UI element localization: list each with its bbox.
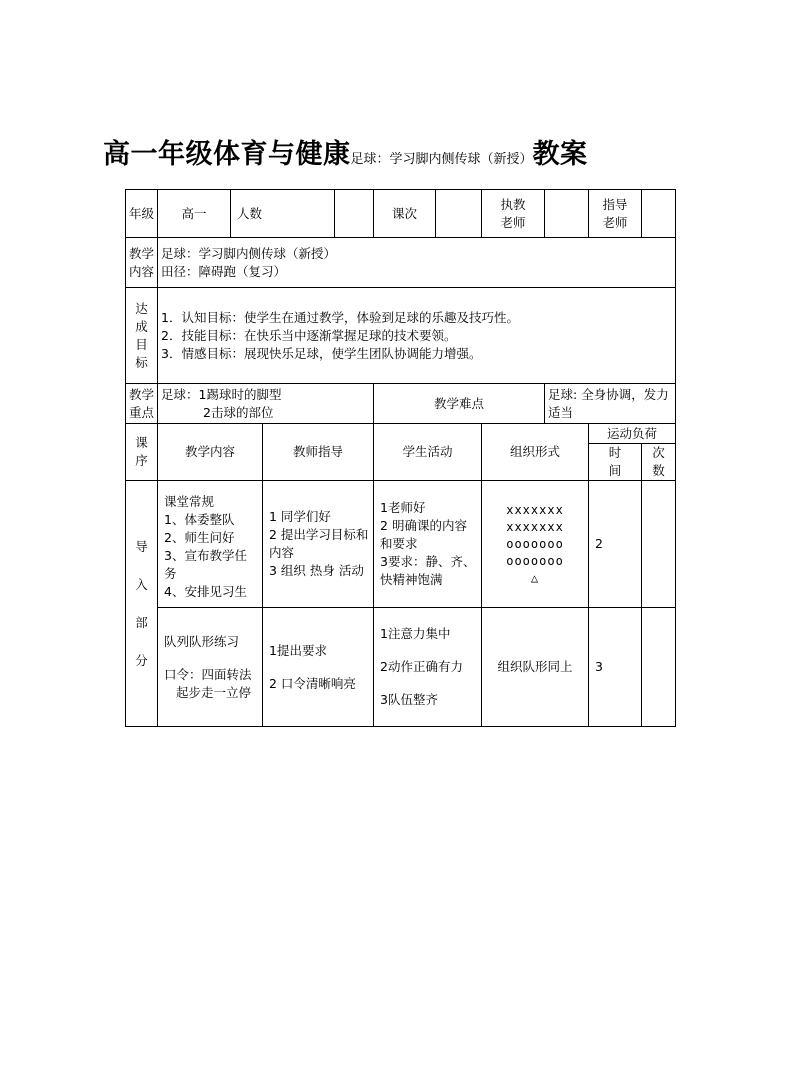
info-row: [126, 190, 676, 238]
row1-time: 2: [589, 481, 642, 608]
row1-teacher: 1 同学们好 2 提出学习目标和内容 3 组织 热身 活动: [263, 481, 374, 608]
header-row: [126, 424, 676, 444]
grade-label: 年级: [126, 190, 158, 238]
goals-label: 达 成 目 标: [126, 288, 158, 384]
count-label: 人数: [231, 190, 335, 238]
section-row: [126, 481, 676, 608]
difficulty-value: 足球: 全身协调，发力适当: [545, 384, 676, 424]
advisor-value: [642, 190, 676, 238]
title-suffix: 教案: [532, 139, 588, 170]
row1-count: [642, 481, 676, 608]
row2-formation: 组织队形同上: [482, 608, 589, 727]
title-main: 高一年级体育与健康: [103, 139, 351, 170]
session-value: [436, 190, 482, 238]
count-value: [335, 190, 374, 238]
advisor-label: 指导 老师: [589, 190, 642, 238]
content-lines: 足球：学习脚内侧传球（新授） 田径：障碍跑（复习）: [158, 238, 676, 288]
section-name: 导 入 部 分: [126, 481, 158, 727]
teacher-position-marker: △: [530, 570, 540, 585]
row2-time: 3: [589, 608, 642, 727]
header-time: 时 间: [589, 444, 642, 481]
row1-formation: xxxxxxx xxxxxxx ooooooo ooooooo △: [482, 481, 589, 608]
section-row: [126, 608, 676, 727]
focus-label: 教学 重点: [126, 384, 158, 424]
session-label: 课次: [374, 190, 436, 238]
title-subtitle: 足球：学习脚内侧传球（新授）: [350, 152, 533, 167]
row1-content: 课堂常规 1、体委整队 2、师生问好 3、宣布教学任务 4、安排见习生: [158, 481, 263, 608]
teacher-label: 执教 老师: [482, 190, 545, 238]
row2-student: 1注意力集中 2动作正确有力 3队伍整齐: [374, 608, 482, 727]
page-title: [103, 132, 588, 171]
header-student: 学生活动: [374, 424, 482, 481]
grade-value: 高一: [158, 190, 231, 238]
row2-content: 队列队形练习 口令：四面转法 起步走一立停: [158, 608, 263, 727]
focus-lines: 足球：1踢球时的脚型 2击球的部位: [158, 384, 374, 424]
header-teacher: 教师指导: [263, 424, 374, 481]
row2-teacher: 1提出要求 2 口令清晰响亮: [263, 608, 374, 727]
header-organization: 组织形式: [482, 424, 589, 481]
difficulty-label: 教学难点: [374, 384, 545, 424]
goals-row: [126, 288, 676, 384]
content-label: 教学 内容: [126, 238, 158, 288]
row2-count: [642, 608, 676, 727]
row1-student: 1老师好 2 明确课的内容和要求 3要求：静、齐、快精神饱满: [374, 481, 482, 608]
content-row: [126, 238, 676, 288]
lesson-plan-table: [125, 189, 676, 727]
header-load: 运动负荷: [589, 424, 676, 444]
header-content: 教学内容: [158, 424, 263, 481]
header-count: 次 数: [642, 444, 676, 481]
goals-lines: 1．认知目标：使学生在通过教学，体验到足球的乐趣及技巧性。 2．技能目标：在快乐当中逐渐掌握足球的技术要领。 3．情感目标：展现快乐足球，使学生团队协调能力增强。: [158, 288, 676, 384]
header-order: 课 序: [126, 424, 158, 481]
teacher-value: [545, 190, 589, 238]
focus-row: [126, 384, 676, 424]
